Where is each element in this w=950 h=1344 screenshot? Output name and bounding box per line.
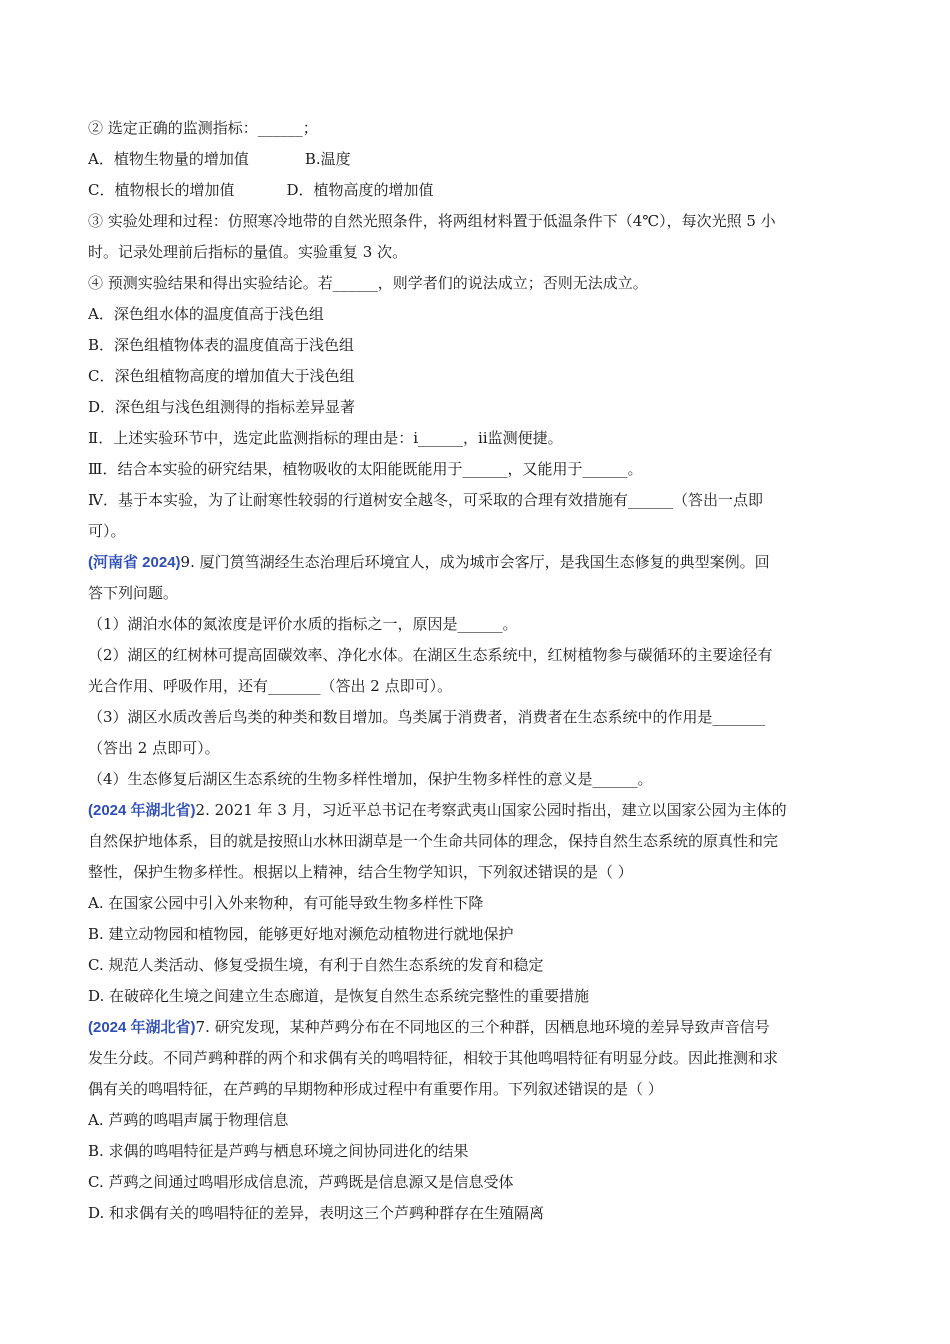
document-body [88, 113, 864, 1229]
option-b: B.温度 [304, 150, 351, 168]
option-d: D. 和求偶有关的鸣唱特征的差异，表明这三个芦鹀种群存在生殖隔离 [88, 1204, 545, 1222]
option-c: C．植物根长的增加值 [88, 181, 235, 199]
text-line [88, 237, 864, 268]
option-line [88, 1136, 864, 1167]
option-row [88, 144, 864, 175]
sub-question-4: （4）生态修复后湖区生态系统的生物多样性增加，保护生物多样性的意义是______。 [88, 770, 653, 788]
text-line [88, 671, 864, 702]
text-line [88, 454, 864, 485]
part4-text-cont: 可）。 [88, 522, 126, 540]
text-line [88, 578, 864, 609]
source-tag: (2024 年湖北省) [88, 802, 196, 819]
part2-text: Ⅱ．上述实验环节中，选定此监测指标的理由是：ⅰ______，ⅱ监测便捷。 [88, 429, 563, 447]
question-9-header [88, 547, 864, 578]
option-a: A. 芦鹀的鸣唱声属于物理信息 [88, 1111, 289, 1129]
option-line [88, 919, 864, 950]
option-c: C. 规范人类活动、修复受损生境，有利于自然生态系统的发育和稳定 [88, 956, 544, 974]
question-text-cont: 答下列问题。 [88, 584, 179, 602]
option-c: C. 芦鹀之间通过鸣唱形成信息流，芦鹀既是信息源又是信息受体 [88, 1173, 514, 1191]
question-text: 9. 厦门筼筜湖经生态治理后环境宜人，成为城市会客厅，是我国生态修复的典型案例。回 [180, 553, 770, 571]
step4-text: ④ 预测实验结果和得出实验结论。若______，则学者们的说法成立；否则无法成立。 [88, 274, 648, 292]
option-line [88, 392, 864, 423]
step3-text: ③ 实验处理和过程：仿照寒冷地带的自然光照条件，将两组材料置于低温条件下（4℃），每次光照 5 小 [88, 212, 776, 230]
text-line [88, 826, 864, 857]
step2-text: ② 选定正确的监测指标：______； [88, 119, 318, 137]
text-line [88, 1043, 864, 1074]
sub-question [88, 702, 864, 733]
text-line [88, 1074, 864, 1105]
option-b: B. 求偶的鸣唱特征是芦鹀与栖息环境之间协同进化的结果 [88, 1142, 469, 1160]
text-line [88, 485, 864, 516]
option-line [88, 361, 864, 392]
sub-question-3: （3）湖区水质改善后鸟类的种类和数目增加。鸟类属于消费者，消费者在生态系统中的作用是_______ [88, 708, 766, 726]
sub-question [88, 640, 864, 671]
option-line [88, 1105, 864, 1136]
question-text-cont: 偶有关的鸣唱特征，在芦鹀的早期物种形成过程中有重要作用。下列叙述错误的是（ ） [88, 1080, 663, 1098]
question-text: 7. 研究发现，某种芦鹀分布在不同地区的三个种群，因栖息地环境的差异导致声音信号 [195, 1018, 770, 1036]
sub-question-3-cont: （答出 2 点即可）。 [88, 739, 220, 757]
option-line [88, 1198, 864, 1229]
option-d: D．植物高度的增加值 [286, 181, 434, 199]
option-a: A．深色组水体的温度值高于浅色组 [88, 305, 324, 323]
source-tag: (2024 年湖北省) [88, 1019, 196, 1036]
option-d: D．深色组与浅色组测得的指标差异显著 [88, 398, 356, 416]
part3-text: Ⅲ．结合本实验的研究结果，植物吸收的太阳能既能用于______，又能用于______。 [88, 460, 643, 478]
option-line [88, 299, 864, 330]
text-line [88, 206, 864, 237]
option-line [88, 888, 864, 919]
question-text-cont: 发生分歧。不同芦鹀种群的两个和求偶有关的鸣唱特征，相较于其他鸣唱特征有明显分歧。因此推测和求 [88, 1049, 779, 1067]
sub-question [88, 764, 864, 795]
option-line [88, 981, 864, 1012]
step3-text-cont: 时。记录处理前后指标的量值。实验重复 3 次。 [88, 243, 408, 261]
sub-question-2: （2）湖区的红树林可提高固碳效率、净化水体。在湖区生态系统中，红树植物参与碳循环的主要途径有 [88, 646, 773, 664]
part4-text: Ⅳ．基于本实验，为了让耐寒性较弱的行道树安全越冬，可采取的合理有效措施有______（答出一点即 [88, 491, 763, 509]
source-tag: (河南省 2024) [88, 554, 181, 571]
sub-question [88, 609, 864, 640]
text-line [88, 423, 864, 454]
text-line [88, 857, 864, 888]
option-b: B. 建立动物园和植物园，能够更好地对濒危动植物进行就地保护 [88, 925, 514, 943]
option-line [88, 1167, 864, 1198]
sub-question-1: （1）湖泊水体的氮浓度是评价水质的指标之一，原因是______。 [88, 615, 518, 633]
option-a: A. 在国家公园中引入外来物种，有可能导致生物多样性下降 [88, 894, 484, 912]
option-line [88, 330, 864, 361]
option-d: D. 在破碎化生境之间建立生态廊道，是恢复自然生态系统完整性的重要措施 [88, 987, 590, 1005]
question-2-header [88, 795, 864, 826]
question-text-cont: 自然保护地体系，目的就是按照山水林田湖草是一个生命共同体的理念，保持自然生态系统的原真性和完 [88, 832, 779, 850]
question-text: 2. 2021 年 3 月，习近平总书记在考察武夷山国家公园时指出，建立以国家公园为主体的 [195, 801, 787, 819]
text-line [88, 733, 864, 764]
option-line [88, 950, 864, 981]
option-a: A．植物生物量的增加值 [88, 150, 249, 168]
text-line [88, 113, 864, 144]
option-b: B．深色组植物体表的温度值高于浅色组 [88, 336, 355, 354]
option-c: C．深色组植物高度的增加值大于浅色组 [88, 367, 355, 385]
text-line [88, 268, 864, 299]
question-text-cont: 整性，保护生物多样性。根据以上精神，结合生物学知识，下列叙述错误的是（ ） [88, 863, 633, 881]
option-row [88, 175, 864, 206]
sub-question-2-cont: 光合作用、呼吸作用，还有_______（答出 2 点即可）。 [88, 677, 453, 695]
text-line [88, 516, 864, 547]
question-7-header [88, 1012, 864, 1043]
